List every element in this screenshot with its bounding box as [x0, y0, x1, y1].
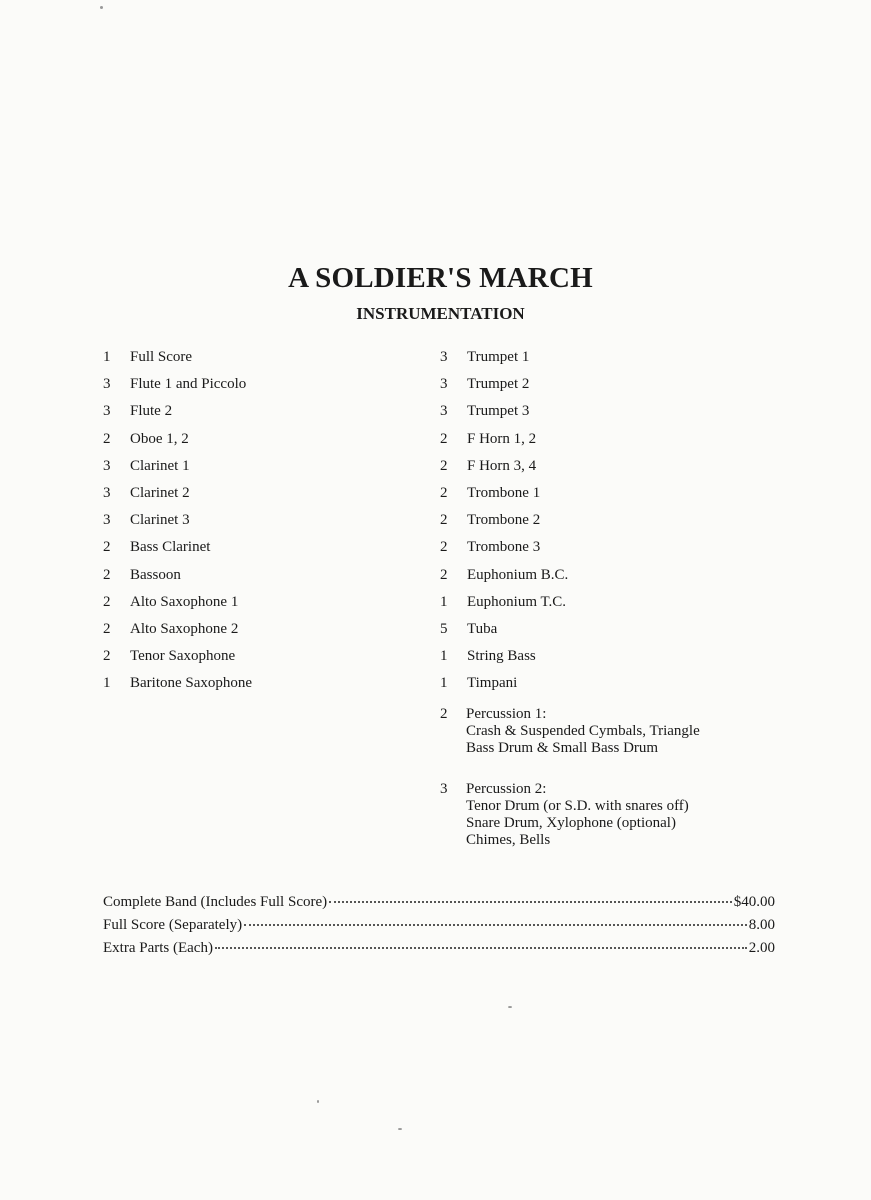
- dot-leader: [329, 887, 732, 903]
- instrument-row: [440, 619, 770, 646]
- part-quantity: 5: [440, 620, 448, 637]
- page-subtitle: INSTRUMENTATION: [356, 304, 525, 323]
- part-quantity: 3: [440, 349, 448, 365]
- instrument-name: Flute 1 and Piccolo: [130, 376, 247, 393]
- instrument-name: Baritone Saxophone: [130, 675, 253, 692]
- part-quantity: 3: [440, 403, 448, 420]
- instrument-name: Euphonium T.C.: [467, 593, 567, 610]
- price-row: [103, 936, 775, 959]
- instrument-name: Oboe 1, 2: [130, 430, 189, 447]
- dot-leader: [215, 933, 747, 949]
- instrument-row: [103, 537, 403, 564]
- instrument-name: Bass Clarinet: [130, 539, 211, 556]
- instrument-row: [103, 619, 403, 646]
- instrument-name: Trumpet 1: [467, 349, 530, 365]
- instrument-name: Tenor Saxophone: [130, 648, 236, 665]
- instrument-row: [103, 374, 403, 401]
- instrument-row: [440, 483, 770, 510]
- instrument-name: Full Score: [130, 349, 193, 365]
- instrument-name: F Horn 1, 2: [467, 430, 537, 447]
- instrument-row: [440, 374, 770, 401]
- instrument-row: [440, 537, 770, 564]
- instrument-row: [440, 347, 770, 374]
- instrument-name: Euphonium B.C.: [467, 566, 569, 583]
- instrument-row: [440, 510, 770, 537]
- instrument-list-left: [103, 347, 403, 700]
- instrument-row: [440, 592, 770, 619]
- price-list: [103, 890, 775, 959]
- instrument-row: [103, 483, 403, 510]
- paper-speck: [398, 1128, 402, 1130]
- paper-speck: [508, 1006, 512, 1008]
- instrument-row: [103, 347, 403, 374]
- percussion-instruments: Bass Drum & Small Bass Drum: [466, 740, 659, 757]
- part-quantity: 1: [440, 648, 448, 665]
- price-label: Extra Parts (Each): [103, 940, 213, 956]
- price-label: Full Score (Separately): [103, 917, 243, 933]
- instrument-row: [440, 673, 770, 700]
- percussion-instruments: Snare Drum, Xylophone (optional): [466, 815, 676, 832]
- part-quantity: 2: [440, 566, 448, 583]
- percussion-instruments: Crash & Suspended Cymbals, Triangle: [466, 723, 700, 740]
- percussion-instruments: Tenor Drum (or S.D. with snares off): [466, 798, 689, 815]
- part-quantity: 1: [103, 675, 111, 692]
- part-quantity: 2: [440, 539, 448, 556]
- instrument-row: [103, 646, 403, 673]
- instrument-name: Trombone 2: [467, 512, 541, 529]
- instrument-row: [440, 456, 770, 483]
- price-value: 2.00: [748, 940, 775, 956]
- percussion-heading: Percussion 2:: [466, 781, 547, 798]
- price-label: Complete Band (Includes Full Score): [103, 894, 328, 910]
- instrument-name: Bassoon: [130, 566, 181, 583]
- instrument-row: [103, 510, 403, 537]
- instrument-row: [103, 592, 403, 619]
- instrument-name: Trumpet 2: [467, 376, 530, 393]
- instrument-name: Tuba: [467, 620, 498, 637]
- instrument-row: [440, 429, 770, 456]
- instrument-row: [440, 565, 770, 592]
- instrument-name: Timpani: [467, 675, 518, 692]
- part-quantity: 2: [103, 539, 111, 556]
- page-title: A SOLDIER'S MARCH: [288, 262, 593, 294]
- instrument-row: [103, 401, 403, 428]
- part-quantity: 3: [103, 457, 111, 474]
- percussion-heading: Percussion 1:: [466, 706, 547, 723]
- part-quantity: 2: [103, 593, 111, 610]
- instrument-name: String Bass: [467, 648, 536, 665]
- part-quantity: 3: [103, 484, 111, 501]
- part-quantity: 3: [440, 781, 448, 798]
- instrument-name: Clarinet 1: [130, 457, 190, 474]
- percussion-instruments: Chimes, Bells: [466, 832, 551, 849]
- part-quantity: 2: [440, 457, 448, 474]
- instrument-name: Clarinet 2: [130, 484, 190, 501]
- part-quantity: 2: [103, 648, 111, 665]
- paper-speck: [100, 6, 103, 9]
- part-quantity: 2: [440, 430, 448, 447]
- part-quantity: 1: [440, 593, 448, 610]
- instrument-row: [440, 646, 770, 673]
- dot-leader: [244, 910, 747, 926]
- part-quantity: 2: [440, 706, 448, 723]
- instrument-row: [440, 401, 770, 428]
- part-quantity: 2: [103, 430, 111, 447]
- part-quantity: 3: [103, 376, 111, 393]
- instrument-name: Flute 2: [130, 403, 173, 420]
- instrument-list-right: [440, 347, 770, 849]
- percussion-1-entry: [440, 706, 770, 757]
- price-value: $40.00: [733, 894, 775, 910]
- part-quantity: 2: [103, 620, 111, 637]
- part-quantity: 1: [103, 349, 111, 365]
- instrument-name: Trumpet 3: [467, 403, 530, 420]
- part-quantity: 3: [103, 403, 111, 420]
- instrument-row: [103, 429, 403, 456]
- instrument-name: Alto Saxophone 1: [130, 593, 239, 610]
- part-quantity: 2: [440, 512, 448, 529]
- instrument-name: Clarinet 3: [130, 512, 190, 529]
- part-quantity: 2: [440, 484, 448, 501]
- instrument-row: [103, 565, 403, 592]
- paper-speck: [317, 1100, 319, 1103]
- percussion-2-entry: [440, 781, 770, 849]
- part-quantity: 3: [440, 376, 448, 393]
- instrument-name: Trombone 3: [467, 539, 541, 556]
- instrument-name: Trombone 1: [467, 484, 541, 501]
- part-quantity: 3: [103, 512, 111, 529]
- part-quantity: 1: [440, 675, 448, 692]
- part-quantity: 2: [103, 566, 111, 583]
- price-value: 8.00: [748, 917, 775, 933]
- instrument-row: [103, 673, 403, 700]
- instrument-row: [103, 456, 403, 483]
- instrument-name: Alto Saxophone 2: [130, 620, 239, 637]
- instrument-name: F Horn 3, 4: [467, 457, 537, 474]
